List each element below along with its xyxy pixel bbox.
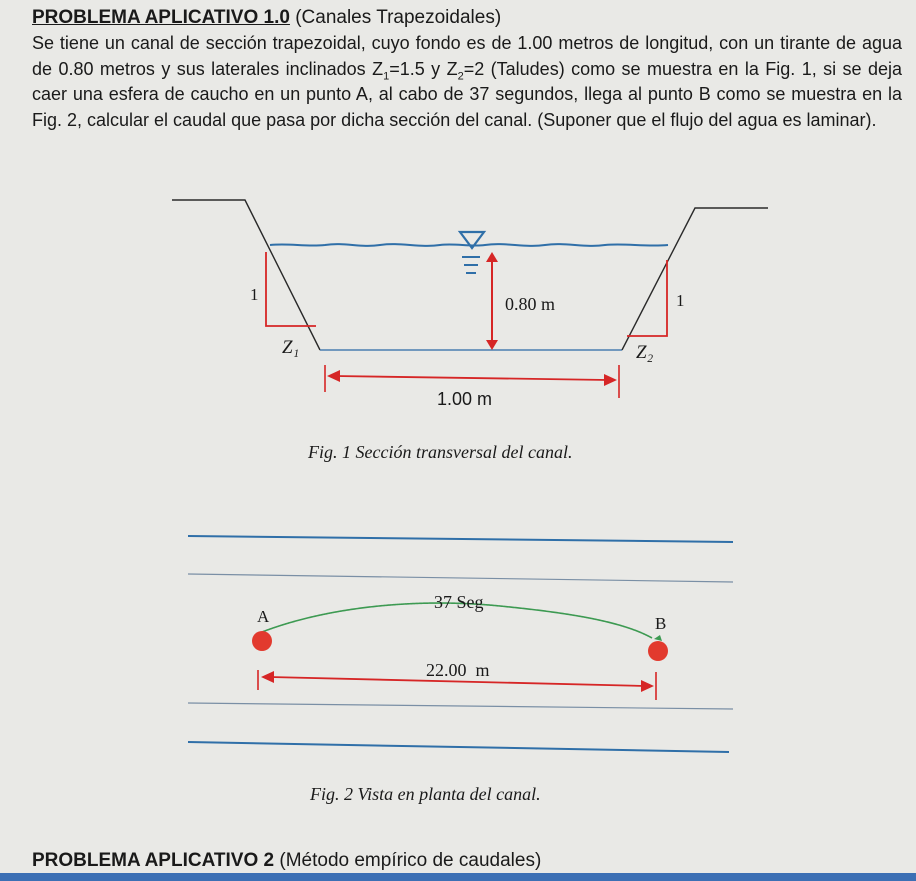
plan-bottom-border-1	[188, 703, 733, 709]
point-b-label: B	[655, 614, 667, 633]
ball-b-leaf	[654, 635, 662, 641]
ball-b-icon	[648, 641, 668, 661]
problem-2-title-rest: (Método empírico de caudales)	[274, 850, 542, 871]
ball-a-icon	[252, 631, 272, 651]
left-vertical-label: 1	[250, 285, 259, 304]
statement-part-3: =2 (Taludes) como se muestra en la Fig. 1, si se deja caer una esfera de caucho en un punto A, al cabo de 37 segundos, llega al punto B como se muestra en la Fig. 2, calcular el caudal que pasa por dicha sección del canal. (Suponer que el flujo del agua es laminar).	[32, 58, 903, 130]
width-arrow-head-left	[327, 370, 340, 382]
z2-label: Z₂	[636, 342, 654, 363]
point-a-label: A	[257, 607, 270, 626]
right-bank-line	[622, 208, 768, 350]
distance-label: 22.00 m	[426, 660, 490, 680]
depth-arrow-head-up	[486, 252, 498, 262]
problem-2-title	[32, 850, 541, 872]
subscript-1: 1	[383, 70, 390, 83]
problem-2-title-bold: PROBLEMA APLICATIVO 2	[32, 850, 275, 871]
z1-label: Z₁	[282, 337, 300, 358]
plan-bottom-border-2	[188, 742, 729, 752]
problem-1-title-rest: (Canales Trapezoidales)	[289, 7, 502, 28]
right-vertical-label: 1	[676, 291, 685, 310]
time-label: 37 Seg	[434, 592, 484, 612]
depth-label: 0.80 m	[505, 294, 556, 314]
width-arrow-head-right	[604, 374, 617, 386]
figure-2-caption: Fig. 2 Vista en planta del canal.	[310, 784, 541, 804]
statement-part-2: =1.5 y Z	[389, 58, 458, 79]
figure-1-caption: Fig. 1 Sección transversal del canal.	[308, 442, 573, 462]
bottom-color-strip	[0, 873, 916, 881]
left-bank-line	[172, 200, 320, 350]
subscript-2: 2	[457, 70, 464, 83]
left-slope-triangle	[266, 252, 316, 326]
width-arrow-shaft	[335, 376, 608, 380]
distance-arrow-head-right	[641, 680, 654, 692]
right-slope-triangle	[627, 260, 667, 336]
plan-top-border-1	[188, 536, 733, 542]
problem-1-title-bold: PROBLEMA APLICATIVO 1.0	[32, 7, 290, 28]
plan-top-border-2	[188, 574, 733, 582]
width-label: 1.00 m	[437, 389, 493, 409]
depth-arrow-head-down	[486, 340, 498, 350]
distance-arrow-head-left	[261, 671, 274, 683]
statement-part-1: Se tiene un canal de sección trapezoidal, cuyo fondo es de 1.00 metros de longitud, con un tirante de agua de 0.80 metros y sus laterales inclinados Z	[32, 33, 902, 79]
